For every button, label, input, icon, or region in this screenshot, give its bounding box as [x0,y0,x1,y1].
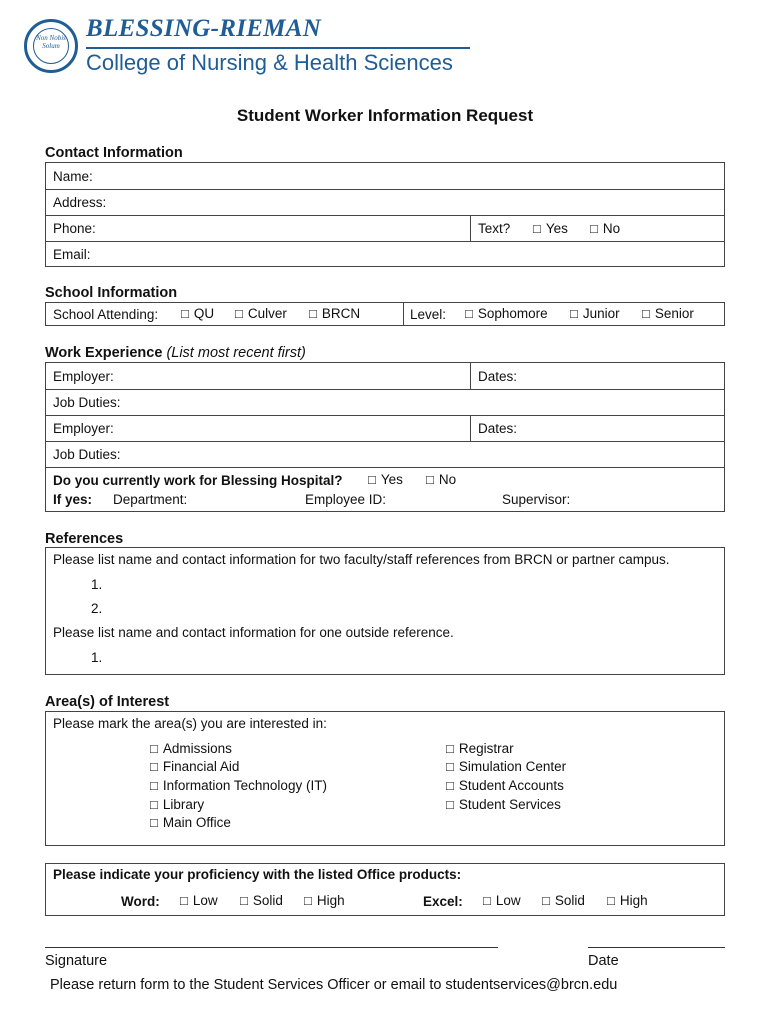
references-instruction-1: Please list name and contact information for two faculty/staff references from BRCN or partner campus. [53,552,670,567]
level-sophomore-label: Sophomore [477,306,548,321]
date-label: Date [588,953,619,969]
hospital-no-checkbox[interactable] [426,472,456,487]
references-box[interactable] [45,547,725,675]
employee-id-label: Employee ID: [305,492,387,507]
name-label: Name: [53,169,93,184]
brand-divider [86,47,470,49]
interest-registrar-label: Registrar [458,741,514,756]
work-heading-text: Work Experience [45,345,163,361]
interest-student-accounts-label: Student Accounts [458,778,564,793]
school-brcn-label: BRCN [321,306,361,321]
word-high-checkbox[interactable] [304,893,345,908]
employer-label-2: Employer: [53,421,114,436]
return-instructions: Please return form to the Student Services Officer or email to studentservices@brcn.edu [50,977,618,993]
interest-main-office-label: Main Office [162,815,231,830]
interest-registrar-checkbox[interactable] [446,741,514,756]
name-row[interactable] [46,163,724,190]
excel-solid-label: Solid [554,893,585,908]
level-sophomore-checkbox[interactable] [465,306,548,321]
email-label: Email: [53,247,91,262]
hospital-question: Do you currently work for Blessing Hospital? [53,473,343,488]
level-label: Level: [410,307,447,322]
duties-label-1: Job Duties: [53,395,121,410]
school-culver-checkbox[interactable] [235,306,287,321]
interest-student-services-label: Student Services [458,797,561,812]
school-qu-label: QU [193,306,215,321]
text-no-checkbox[interactable] [590,221,620,236]
department-label: Department: [113,492,188,507]
school-box [45,302,725,326]
employer-label-1: Employer: [53,369,114,384]
word-solid-checkbox[interactable] [240,893,283,908]
college-name: College of Nursing & Health Sciences [86,50,453,75]
email-row[interactable] [46,241,724,267]
dates-label-1: Dates: [478,369,518,384]
reference-number-2: 2. [91,601,103,616]
text-label: Text? [478,221,511,236]
reference-number-1: 1. [91,577,103,592]
duties-label-2: Job Duties: [53,447,121,462]
signature-line[interactable] [45,947,498,948]
level-senior-label: Senior [654,306,694,321]
hospital-no-label: No [438,472,457,487]
interest-main-office-checkbox[interactable] [150,815,231,830]
employer-row-2 [46,415,724,442]
interest-heading: Area(s) of Interest [45,694,170,710]
excel-high-checkbox[interactable] [607,893,648,908]
excel-label: Excel: [423,894,463,909]
reference-number-3: 1. [91,650,103,665]
phone-label: Phone: [53,221,96,236]
signature-label: Signature [45,953,108,969]
interest-box [45,711,725,846]
school-heading: School Information [45,285,178,301]
contact-box [45,162,725,267]
school-brcn-checkbox[interactable] [309,306,360,321]
text-yes-label: Yes [545,221,568,236]
word-label: Word: [121,894,160,909]
work-heading [45,345,306,361]
dates-label-2: Dates: [478,421,518,436]
phone-row [46,215,724,242]
school-qu-checkbox[interactable] [181,306,214,321]
if-yes-label: If yes: [53,492,93,507]
hospital-yes-label: Yes [380,472,403,487]
level-senior-checkbox[interactable] [642,306,694,321]
school-attending-label: School Attending: [53,307,159,322]
interest-it-checkbox[interactable] [150,778,327,793]
address-row[interactable] [46,189,724,216]
level-junior-checkbox[interactable] [570,306,620,321]
interest-simulation-center-checkbox[interactable] [446,759,566,774]
excel-low-checkbox[interactable] [483,893,521,908]
institution-name: BLESSING-RIEMAN [86,15,322,42]
excel-high-label: High [619,893,648,908]
text-no-label: No [602,221,621,236]
interest-it-label: Information Technology (IT) [162,778,327,793]
hospital-row [46,467,724,511]
interest-student-services-checkbox[interactable] [446,797,561,812]
contact-heading: Contact Information [45,145,183,161]
duties-row-1[interactable] [46,389,724,416]
address-label: Address: [53,195,107,210]
text-yes-checkbox[interactable] [533,221,568,236]
college-seal-logo [24,19,78,73]
interest-admissions-checkbox[interactable] [150,741,232,756]
excel-low-label: Low [495,893,521,908]
hospital-yes-checkbox[interactable] [368,472,403,487]
proficiency-box [45,863,725,916]
supervisor-label: Supervisor: [502,492,571,507]
school-culver-label: Culver [247,306,287,321]
date-line[interactable] [588,947,725,948]
interest-admissions-label: Admissions [162,741,232,756]
word-high-label: High [316,893,345,908]
references-instruction-2: Please list name and contact information for one outside reference. [53,625,454,640]
word-low-checkbox[interactable] [180,893,218,908]
word-solid-label: Solid [252,893,283,908]
work-box [45,362,725,512]
interest-simulation-center-label: Simulation Center [458,759,567,774]
form-title: Student Worker Information Request [236,106,534,125]
interest-library-checkbox[interactable] [150,797,204,812]
interest-student-accounts-checkbox[interactable] [446,778,564,793]
interest-financial-aid-label: Financial Aid [162,759,240,774]
seal-motto: Non Nobis Solum [36,34,66,50]
excel-solid-checkbox[interactable] [542,893,585,908]
references-heading: References [45,531,124,547]
proficiency-prompt: Please indicate your proficiency with the listed Office products: [53,867,462,882]
interest-prompt: Please mark the area(s) you are interested in: [53,716,327,731]
interest-library-label: Library [162,797,205,812]
duties-row-2[interactable] [46,441,724,468]
interest-financial-aid-checkbox[interactable] [150,759,239,774]
level-junior-label: Junior [582,306,620,321]
word-low-label: Low [192,893,218,908]
employer-row-1 [46,363,724,390]
work-heading-note: (List most recent first) [166,345,306,361]
